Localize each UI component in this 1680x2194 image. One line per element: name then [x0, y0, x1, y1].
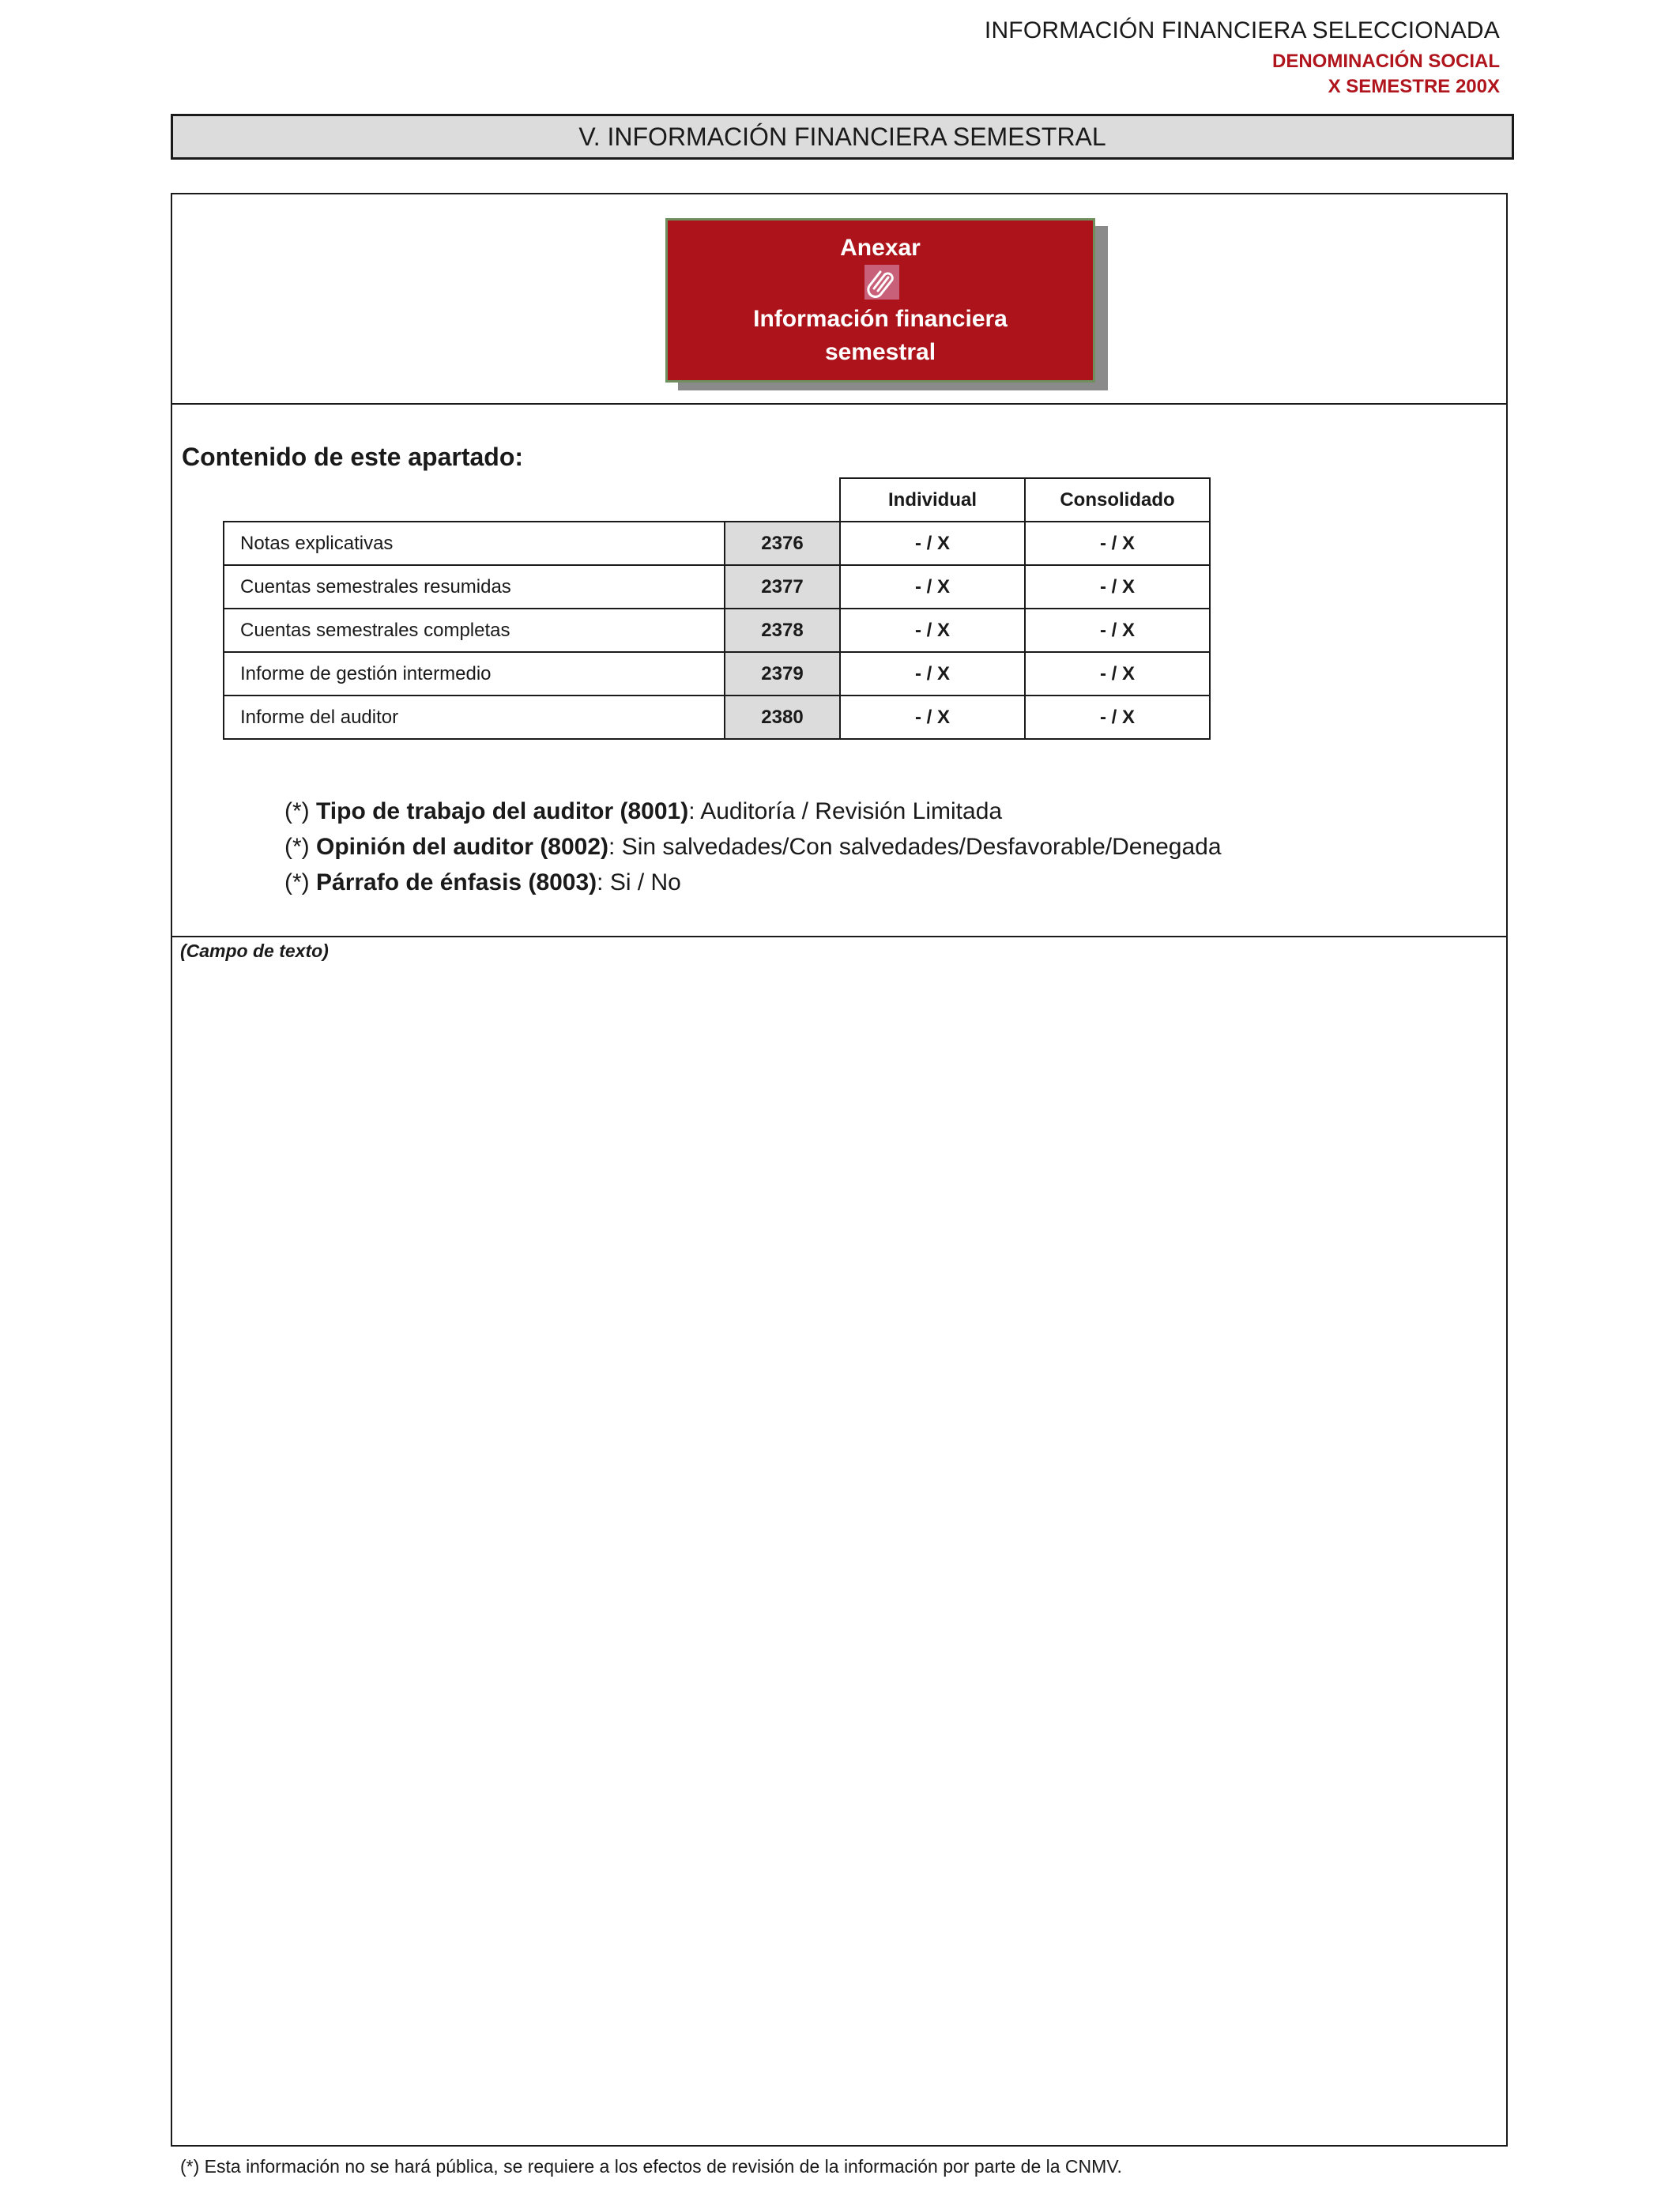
note-label: Párrafo de énfasis (8003): [316, 869, 597, 895]
note-line: [284, 829, 1222, 865]
document-header-title: INFORMACIÓN FINANCIERA SELECCIONADA: [984, 17, 1500, 43]
column-header-individual: Individual: [840, 478, 1025, 522]
paperclip-icon: [864, 265, 899, 300]
note-label: Opinión del auditor (8002): [316, 834, 609, 860]
row-code: 2380: [725, 696, 840, 739]
individual-select[interactable]: - / X: [840, 696, 1025, 739]
text-field-label: (Campo de texto): [180, 941, 329, 961]
row-code: 2377: [725, 565, 840, 609]
note-line: [284, 794, 1222, 829]
attach-description-line2: semestral: [824, 339, 936, 365]
individual-select[interactable]: - / X: [840, 522, 1025, 565]
reporting-period: X SEMESTRE 200X: [1328, 76, 1500, 97]
consolidado-select[interactable]: - / X: [1025, 652, 1210, 696]
note-value: : Si / No: [597, 869, 681, 895]
note-value: : Sin salvedades/Con salvedades/Desfavorable/Denegada: [608, 834, 1222, 860]
section-title: V. INFORMACIÓN FINANCIERA SEMESTRAL: [578, 122, 1106, 151]
row-label: Notas explicativas: [224, 522, 725, 565]
note-prefix: (*): [284, 834, 316, 860]
individual-select[interactable]: - / X: [840, 565, 1025, 609]
consolidado-select[interactable]: - / X: [1025, 522, 1210, 565]
divider-attach: [171, 403, 1508, 405]
individual-select[interactable]: - / X: [840, 609, 1025, 652]
note-prefix: (*): [284, 798, 316, 824]
row-code: 2376: [725, 522, 840, 565]
note-value: : Auditoría / Revisión Limitada: [688, 798, 1003, 824]
text-field-area[interactable]: [172, 936, 1506, 2145]
row-code: 2378: [725, 609, 840, 652]
contents-table: [223, 477, 1211, 740]
note-prefix: (*): [284, 869, 316, 895]
consolidado-select[interactable]: - / X: [1025, 609, 1210, 652]
row-code: 2379: [725, 652, 840, 696]
row-label: Cuentas semestrales completas: [224, 609, 725, 652]
attach-label: Anexar: [840, 235, 921, 261]
attach-button[interactable]: [665, 218, 1095, 383]
footnote: (*) Esta información no se hará pública, se requiere a los efectos de revisión de la información por parte de la CNMV.: [180, 2156, 1122, 2177]
table-row: [224, 609, 1210, 652]
consolidado-select[interactable]: - / X: [1025, 565, 1210, 609]
table-row: [224, 652, 1210, 696]
consolidado-select[interactable]: - / X: [1025, 696, 1210, 739]
contents-title: Contenido de este apartado:: [182, 443, 524, 471]
column-header-consolidado: Consolidado: [1025, 478, 1210, 522]
attach-description: [668, 303, 1093, 369]
note-line: [284, 865, 1222, 900]
row-label: Cuentas semestrales resumidas: [224, 565, 725, 609]
auditor-notes: [284, 794, 1222, 900]
row-label: Informe de gestión intermedio: [224, 652, 725, 696]
section-title-bar: [171, 114, 1514, 160]
row-label: Informe del auditor: [224, 696, 725, 739]
entity-name: DENOMINACIÓN SOCIAL: [1272, 51, 1500, 72]
table-header-row: [224, 478, 1210, 522]
table-row: [224, 696, 1210, 739]
table-row: [224, 565, 1210, 609]
note-label: Tipo de trabajo del auditor (8001): [316, 798, 689, 824]
attach-description-line1: Información financiera: [753, 306, 1008, 332]
individual-select[interactable]: - / X: [840, 652, 1025, 696]
table-row: [224, 522, 1210, 565]
